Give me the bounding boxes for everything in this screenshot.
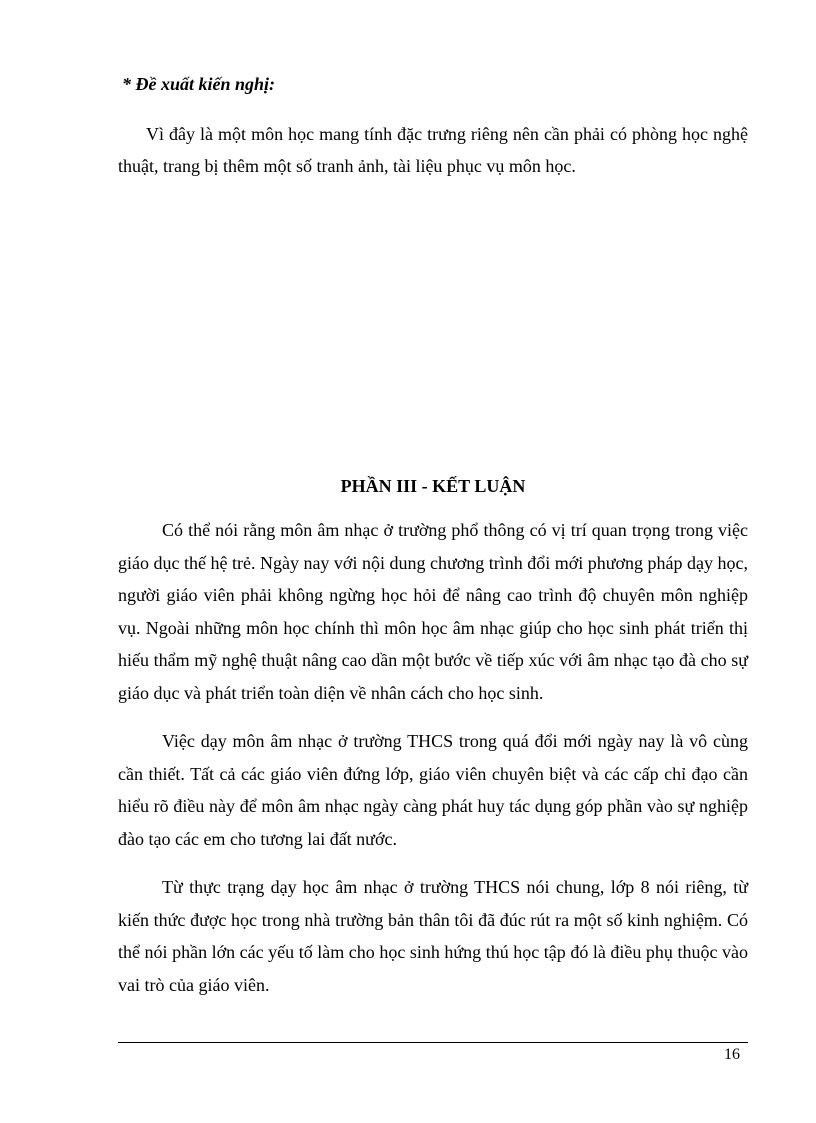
page-number: 16 [724,1046,740,1063]
conclusion-paragraph-2: Việc dạy môn âm nhạc ở trường THCS trong quá đổi mới ngày nay là vô cùng cần thiết. Tất cả các giáo viên đứng lớp, giáo viên chuyên biệt và các cấp chỉ đạo cần hiểu rõ điều này để môn âm nhạc ngày càng phát huy tác dụng góp phần vào sự nghiệp đào tạo các em cho tương lai đất nước. [118,731,748,849]
section-title: PHẦN III - KẾT LUẬN [340,476,526,496]
proposal-heading: * Đề xuất kiến nghị: [122,74,276,94]
proposal-paragraph: Vì đây là một môn học mang tính đặc trưng riêng nên cần phải có phòng học nghệ thuật, trang bị thêm một số tranh ảnh, tài liệu phục vụ môn học. [118,124,748,176]
footer-divider [118,1042,748,1043]
conclusion-body [118,514,748,1017]
conclusion-paragraph-3: Từ thực trạng dạy học âm nhạc ở trường THCS nói chung, lớp 8 nói riêng, từ kiến thức được học trong nhà trường bản thân tôi đã đúc rút ra một số kinh nghiệm. Có thể nói phần lớn các yếu tố làm cho học sinh hứng thú học tập đó là điều phụ thuộc vào vai trò của giáo viên. [118,877,748,995]
conclusion-paragraph-1: Có thể nói rằng môn âm nhạc ở trường phổ thông có vị trí quan trọng trong việc giáo dục thế hệ trẻ. Ngày nay với nội dung chương trình đổi mới phương pháp dạy học, người giáo viên phải không ngừng học hỏi để nâng cao trình độ chuyên môn nghiệp vụ. Ngoài những môn học chính thì môn học âm nhạc giúp cho học sinh phát triển thị hiếu thẩm mỹ nghệ thuật nâng cao dần một bước về tiếp xúc với âm nhạc tạo đà cho sự giáo dục và phát triển toàn diện về nhân cách cho học sinh. [118,520,748,703]
